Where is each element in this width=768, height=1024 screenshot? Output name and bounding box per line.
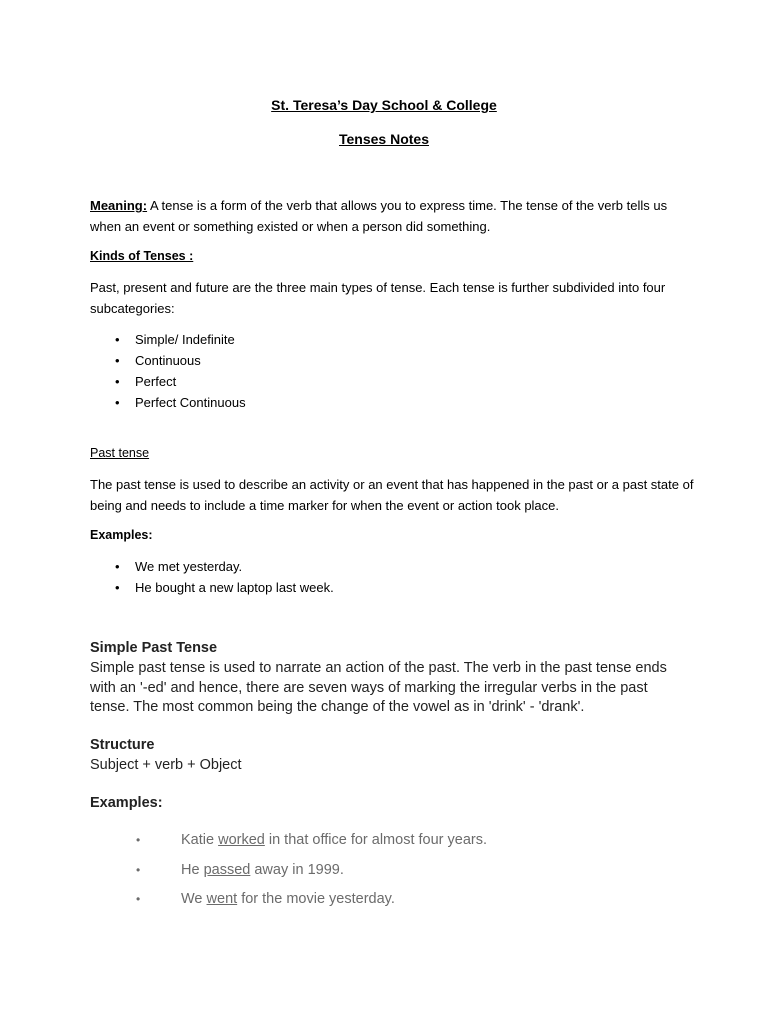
list-item-text: He bought a new laptop last week. (135, 580, 334, 595)
structure-text: Subject + verb + Object (90, 757, 242, 773)
list-item (115, 392, 246, 413)
verb-highlight: passed (203, 861, 251, 878)
meaning-paragraph (90, 195, 690, 237)
bullet-icon: • (115, 374, 120, 389)
kinds-heading: Kinds of Tenses : (90, 249, 194, 263)
list-item (115, 350, 246, 371)
list-item (115, 556, 334, 577)
simple-past-examples-label: Examples: (90, 795, 163, 811)
meaning-label: Meaning: (90, 198, 148, 213)
verb-highlight: went (206, 891, 238, 907)
bullet-icon: • (115, 559, 120, 574)
past-examples-list (115, 556, 334, 598)
past-examples-label: Examples: (90, 528, 153, 542)
bullet-icon: • (115, 580, 120, 595)
list-item-text: Continuous (135, 353, 201, 368)
structure-heading: Structure (90, 737, 155, 753)
kinds-list (115, 329, 246, 413)
bullet-icon: • (136, 892, 141, 906)
kinds-paragraph: Past, present and future are the three main types of tense. Each tense is further subdivided into four subcategories: (90, 280, 666, 316)
simple-past-heading: Simple Past Tense (90, 640, 218, 656)
school-title: St. Teresa’s Day School & College (271, 97, 497, 113)
list-item-text: We met yesterday. (135, 559, 243, 574)
list-item: • He passed away in 1999. (136, 861, 344, 878)
bullet-icon: • (136, 862, 141, 877)
verb-highlight: worked (218, 832, 265, 848)
list-item (115, 577, 334, 598)
simple-past-paragraph: Simple past tense is used to narrate an action of the past. The verb in the past tense ends with an '-ed' and hence, there are seven ways of marking the irregular verbs in the past tense. The most common being the change of the vowel as in 'drink' - 'drank'. (90, 660, 667, 715)
past-tense-paragraph: The past tense is used to describe an activity or an event that has happened in the past or a past state of being and needs to include a time marker for when the event or action took place. (90, 477, 694, 513)
bullet-icon: • (115, 353, 120, 368)
list-item: • We went for the movie yesterday. (136, 891, 395, 907)
meaning-text: A tense is a form of the verb that allows you to express time. The tense of the verb tells us when an event or something existed or when a person did something. (90, 198, 668, 234)
list-item-text: Perfect (135, 374, 177, 389)
past-tense-heading: Past tense (90, 446, 150, 460)
notes-title: Tenses Notes (339, 131, 429, 147)
list-item-text: Simple/ Indefinite (135, 332, 235, 347)
bullet-icon: • (136, 833, 141, 847)
list-item: • Katie worked in that office for almost four years. (136, 832, 488, 848)
bullet-icon: • (115, 332, 120, 347)
list-item (115, 371, 246, 392)
simple-past-examples-list (136, 830, 488, 919)
bullet-icon: • (115, 395, 120, 410)
list-item (115, 329, 246, 350)
list-item-text: Perfect Continuous (135, 395, 246, 410)
